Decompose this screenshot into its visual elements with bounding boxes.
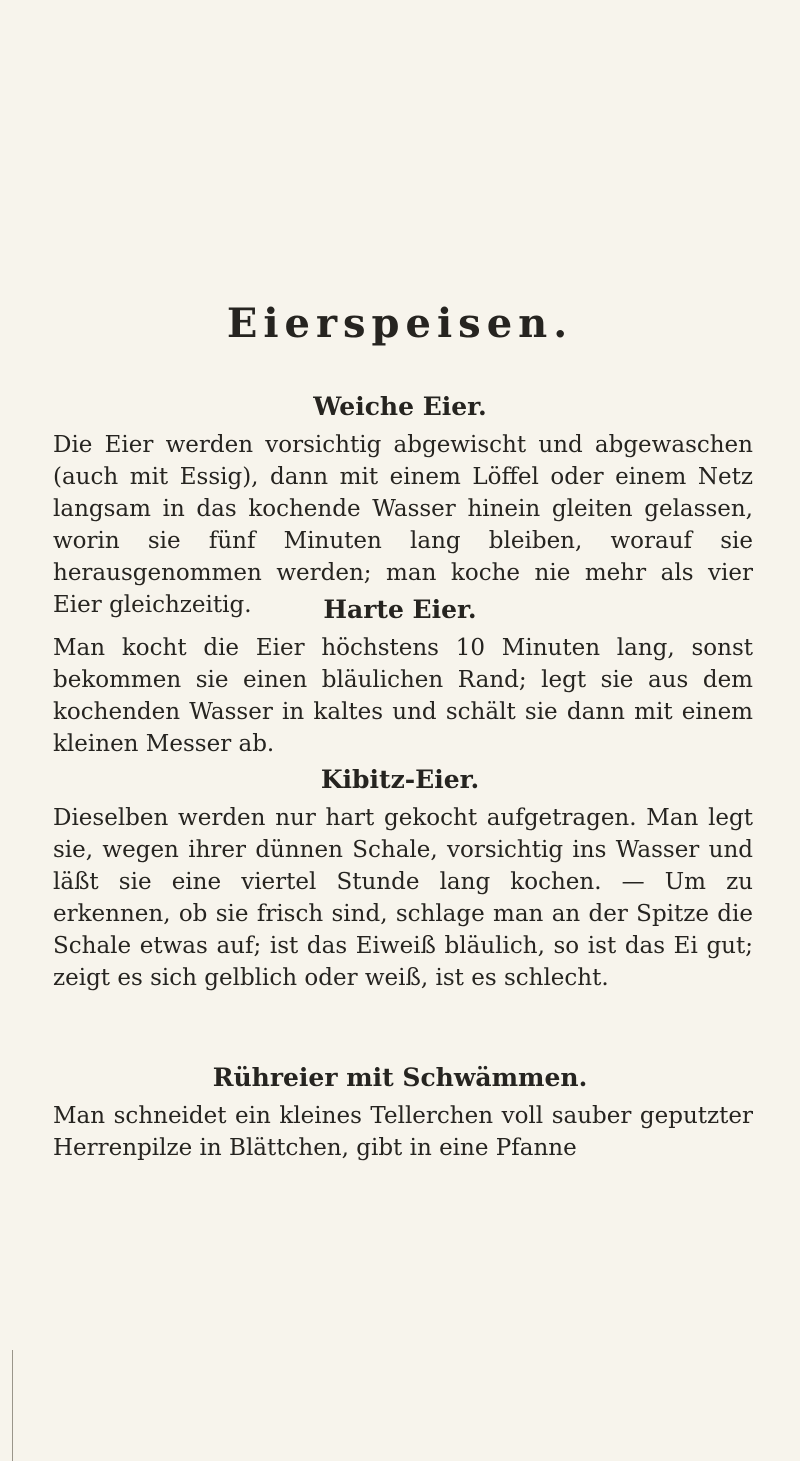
section-heading-soft-eggs: Weiche Eier.	[313, 392, 487, 421]
section-text-soft-eggs: Die Eier werden vorsichtig abgewischt und abgewaschen (auch mit Essig), dann mit einem Löffel oder einem Netz langsam in das kochende Wasser hinein gleiten gelassen, worin sie fünf Minuten lang bleiben, worauf sie herausgenommen werden; man koche nie mehr als vier Eier gleichzeitig.	[53, 432, 753, 618]
section-heading-kibitz-eggs: Kibitz-Eier.	[320, 765, 480, 794]
section-heading-scrambled-eggs: Rühreier mit Schwämmen.	[212, 1063, 588, 1092]
page-title: Eierspeisen.	[226, 300, 574, 347]
section-text-scrambled-eggs: Man schneidet ein kleines Tellerchen voll sauber geputzter Herrenpilze in Blättchen, gibt in eine Pfanne	[53, 1103, 753, 1161]
section-text-kibitz-eggs: Dieselben werden nur hart gekocht aufgetragen. Man legt sie, wegen ihrer dünnen Schale, vorsichtig ins Wasser und läßt sie eine viertel Stunde lang kochen. — Um zu erkennen, ob sie frisch sind, schlage man an der Spitze die Schale etwas auf; ist das Eiweiß bläulich, so ist das Ei gut; zeigt es sich gelblich oder weiß, ist es schlecht.	[53, 805, 753, 991]
section-heading-hard-eggs: Harte Eier.	[323, 595, 477, 624]
page-edge-line	[12, 1350, 13, 1461]
section-text-hard-eggs: Man kocht die Eier höchstens 10 Minuten lang, sonst bekommen sie einen bläulichen Rand; legt sie aus dem kochenden Wasser in kaltes und schält sie dann mit einem kleinen Messer ab.	[53, 635, 753, 757]
